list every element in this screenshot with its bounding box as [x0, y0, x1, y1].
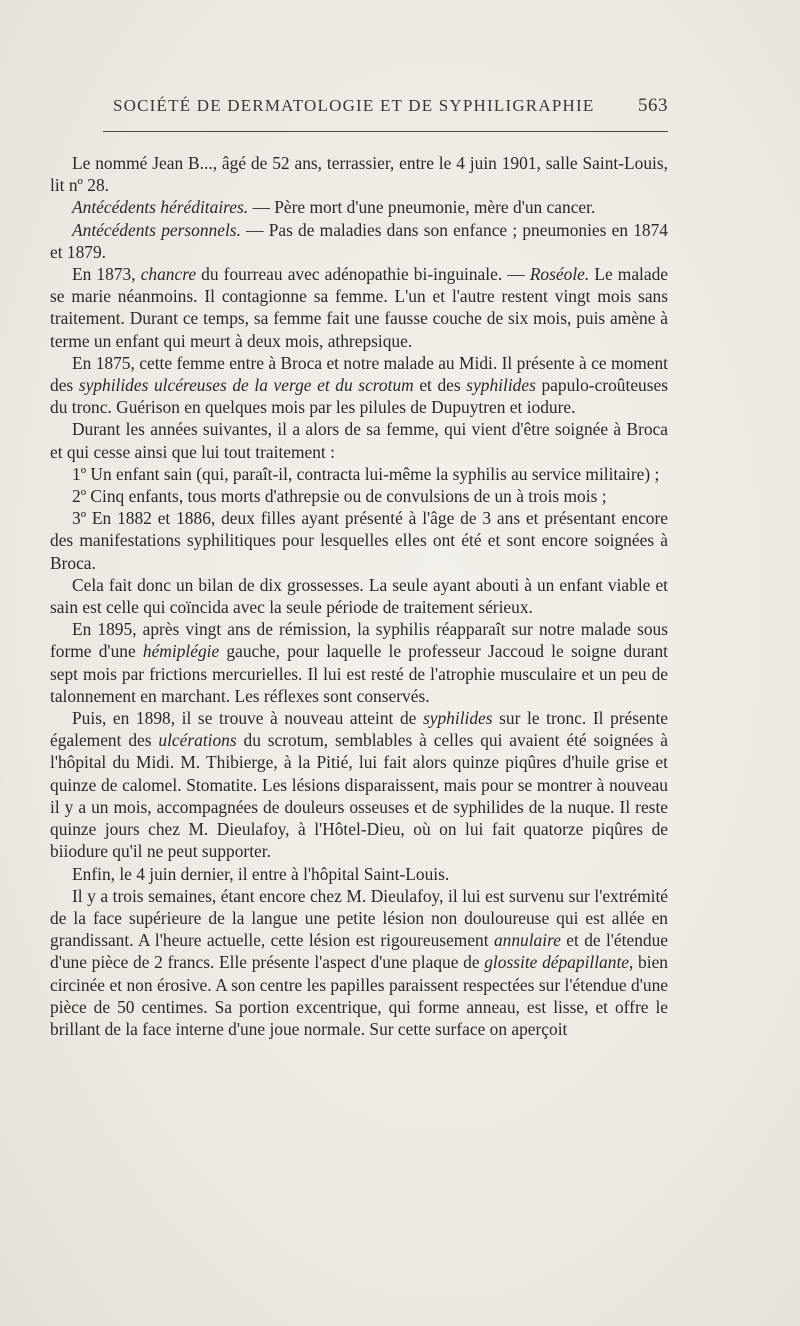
text-run: papulo-croûteuses du tronc. Guérison en quelques mois par les pilules de Dupuytren et iodure.	[50, 375, 669, 418]
paragraph	[50, 263, 668, 352]
text-run: Cela fait donc un bilan de dix grossesses. La seule ayant abouti à un enfant viable et sain est celle qui coïncida avec la seule période de traitement sérieux.	[50, 574, 668, 618]
paragraph	[50, 507, 668, 574]
text-run: et des	[413, 375, 467, 396]
italic-run: ulcérations	[158, 730, 237, 751]
paragraph	[50, 863, 668, 885]
text-run: — Pas de maladies dans son enfance ; pneumonies en 1874 et 1879.	[50, 219, 668, 262]
text-run: Durant les années suivantes, il a alors de sa femme, qui vient d'être soignée à Broca et qui cesse ainsi que lui tout traitement :	[50, 419, 668, 462]
italic-run: hémiplégie	[142, 641, 220, 662]
paragraph	[50, 352, 668, 419]
body-text	[50, 152, 668, 1040]
page-number: 563	[638, 95, 668, 116]
paragraph	[50, 219, 668, 263]
paragraph	[50, 418, 668, 462]
text-run: gauche, pour laquelle le professeur Jaccoud le soigne durant sept mois par frictions mercurielles. Il lui est resté de l'atrophie musculaire et un peu de talonnement en marchant. Les réflexes sont conservés.	[50, 641, 668, 706]
paragraph	[50, 196, 668, 218]
text-run: Le malade se marie néanmoins. Il contagionne sa femme. L'un et l'autre restent vingt mois sans traitement. Durant ce temps, sa femme fait une fausse couche de six mois, puis amène à terme un enfant qui meurt à deux mois, athrepsique.	[50, 264, 669, 351]
italic-run: Antécédents héréditaires.	[72, 197, 249, 218]
header-rule	[103, 131, 668, 132]
italic-run: syphilides	[422, 708, 493, 729]
text-run: — Père mort d'une pneumonie, mère d'un cancer.	[248, 197, 596, 218]
text-run: En 1895, après vingt ans de rémission, la syphilis réapparaît sur notre malade sous forme d'une	[50, 619, 668, 662]
paragraph	[50, 707, 668, 862]
italic-run: Antécédents personnels.	[72, 219, 241, 240]
text-run: , bien circinée et non érosive. A son centre les papilles paraissent respectées sur l'étendue d'une pièce de 50 centimes. Sa portion excentrique, qui forme anneau, est lisse, et offre le brillant de la face interne d'une joue normale. Sur cette surface on aperçoit	[50, 952, 668, 1039]
paragraph	[50, 463, 668, 485]
text-run: Puis, en 1898, il se trouve à nouveau atteint de	[72, 708, 423, 729]
text-run: et de l'étendue d'une pièce de 2 francs. Elle présente l'aspect d'une plaque de	[50, 930, 669, 973]
paragraph	[50, 618, 668, 707]
paragraph	[50, 885, 668, 1040]
running-head-title: SOCIÉTÉ DE DERMATOLOGIE ET DE SYPHILIGRAPHIE	[113, 96, 595, 115]
text-run: En 1873,	[72, 264, 141, 285]
text-run: 2º Cinq enfants, tous morts d'athrepsie ou de convulsions de un à trois mois ;	[72, 486, 607, 507]
paragraph	[50, 485, 668, 507]
text-run: Il y a trois semaines, étant encore chez M. Dieulafoy, il lui est survenu sur l'extrémité de la face supérieure de la langue une petite lésion non douloureuse qui est allée en grandissant. A l'heure actuelle, cette lésion est rigoureusement	[50, 885, 668, 951]
running-head	[113, 95, 668, 117]
text-run: Enfin, le 4 juin dernier, il entre à l'hôpital Saint-Louis.	[72, 863, 450, 884]
italic-run: glossite dépapillante	[484, 952, 630, 973]
italic-run: syphilides ulcéreuses de la verge et du scrotum	[78, 375, 414, 396]
text-run: 3º En 1882 et 1886, deux filles ayant présenté à l'âge de 3 ans et présentant encore des manifestations syphilitiques pour lesquelles elles ont été et sont encore soignées à Broca.	[50, 508, 668, 573]
text-run: du fourreau avec adénopathie bi-inguinale. —	[196, 264, 530, 285]
italic-run: syphilides	[466, 375, 536, 396]
text-run: 1º Un enfant sain (qui, paraît-il, contracta lui-même la syphilis au service militaire) ;	[72, 463, 660, 484]
paragraph	[50, 152, 668, 196]
text-run: sur le tronc. Il présente également des	[50, 708, 669, 751]
paragraph	[50, 574, 668, 618]
text-run: Le nommé Jean B..., âgé de 52 ans, terrassier, entre le 4 juin 1901, salle Saint-Louis, lit nº 28.	[50, 153, 668, 196]
text-run: du scrotum, semblables à celles qui avaient été soignées à l'hôpital du Midi. M. Thibierge, à la Pitié, lui fait alors quinze piqûres d'huile grise et quinze de calomel. Stomatite. Les lésions disparaissent, mais pour se montrer à nouveau il y a un mois, accompagnées de douleurs osseuses et de syphilides de la nuque. Il reste quinze jours chez M. Dieulafoy, à l'Hôtel-Dieu, où on lui fait quatorze piqûres de biiodure qu'il ne peut supporter.	[50, 730, 668, 862]
text-run: En 1875, cette femme entre à Broca et notre malade au Midi. Il présente à ce moment des	[50, 352, 668, 396]
italic-run: annulaire	[493, 930, 561, 951]
italic-run: Roséole.	[529, 264, 590, 285]
italic-run: chancre	[140, 264, 197, 285]
